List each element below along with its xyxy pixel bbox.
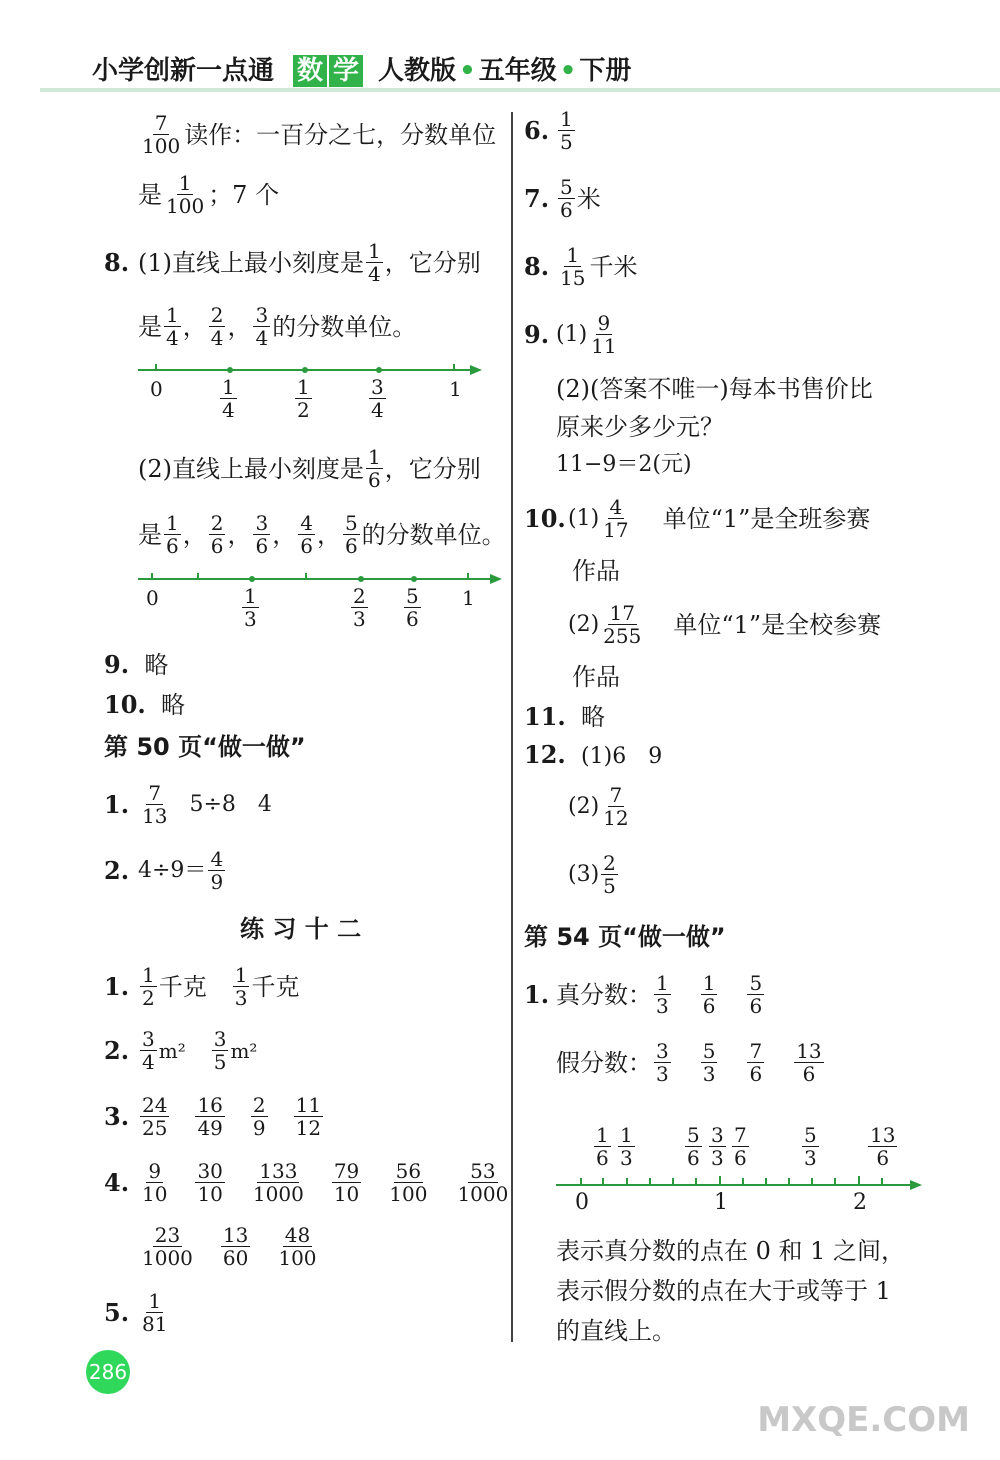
r8-answer: 8. $\frac{1}{15}$ 千米 (524, 243, 638, 290)
axis-fraction: $\frac{1}{6}$ (596, 1123, 609, 1170)
axis-fraction: $\frac{1}{3}$ (620, 1123, 633, 1170)
axis-fraction: $\frac{5}{6}$ (687, 1123, 700, 1170)
q7-continuation: $\frac{7}{100}$ 读作：一百分之七，分数单位 (142, 111, 497, 158)
fraction: $\frac{1}{2}$ (142, 963, 155, 1010)
e1-answer: 1. $\frac{1}{2}$ 千克 $\frac{1}{3}$ 千克 (104, 963, 300, 1010)
fraction: $\frac{79}{10}$ (333, 1159, 360, 1206)
section-title-p50: 第 50 页“做一做” (104, 733, 306, 761)
r11-answer: 11. 略 (524, 702, 606, 731)
e4-answer-row2 (138, 1224, 321, 1269)
axis-fraction: $\frac{3}{4}$ (371, 375, 384, 422)
fraction: $\frac{1}{15}$ (560, 243, 586, 290)
e5-answer: 5. $\frac{1}{81}$ (104, 1289, 168, 1336)
axis-fraction: $\frac{2}{3}$ (353, 584, 366, 631)
fraction: $\frac{1}{4}$ (166, 303, 179, 350)
r9-part2-line2: 原来少多少元？ (556, 413, 724, 441)
q8-part2-units: 是 $\frac{1}{6}$ ， $\frac{2}{6}$ ， $\frac{3}{6}$ ， $\frac{4}{6}$ ， $\frac{5}{6}$ 的分数单位。 (138, 511, 506, 558)
fraction: $\frac{1}{100}$ (166, 171, 205, 218)
fraction: $\frac{1}{6}$ (166, 511, 179, 558)
s1-proper: 1. 真分数： $\frac{1}{3}$ $\frac{1}{6}$ $\frac{5}{6}$ (524, 971, 763, 1018)
fraction: $\frac{13}{60}$ (222, 1223, 249, 1270)
fraction: $\frac{4}{9}$ (210, 847, 224, 894)
axis-fraction: $\frac{7}{6}$ (734, 1123, 747, 1170)
dot-separator: • (559, 56, 577, 86)
series-title: 小学创新一点通 (92, 56, 275, 86)
fraction: $\frac{4}{17}$ (603, 495, 629, 542)
fraction: $\frac{2}{9}$ (252, 1093, 266, 1140)
page-header (92, 54, 631, 88)
axis-fraction: $\frac{1}{3}$ (244, 584, 257, 631)
fraction: $\frac{1}{6}$ (702, 971, 716, 1018)
s1-improper: 假分数： $\frac{3}{3}$ $\frac{5}{3}$ $\frac{7}{6}$ $\frac{13}{6}$ (556, 1039, 822, 1086)
r9-part2-line3: 11−9＝2(元) (556, 452, 692, 477)
fraction: $\frac{3}{4}$ (255, 303, 269, 350)
question-label: 8. (104, 248, 130, 277)
s1-note-line1: 表示真分数的点在 0 和 1 之间， (556, 1237, 906, 1265)
fraction: $\frac{1}{5}$ (560, 107, 573, 154)
watermark: MXQE.COM (757, 1400, 970, 1440)
r7-answer: 7. $\frac{5}{6}$ 米 (524, 175, 601, 222)
fraction: $\frac{1}{6}$ (368, 445, 381, 492)
subject-badge: 数 学 (292, 54, 364, 88)
axis-label: 0 (150, 377, 163, 401)
fraction: $\frac{17}{255}$ (603, 601, 642, 648)
q7-unit-line: 是 $\frac{1}{100}$ ；7 个 (138, 171, 280, 218)
fraction: $\frac{133}{1000}$ (252, 1159, 304, 1206)
fraction: $\frac{3}{3}$ (656, 1039, 669, 1086)
fraction: $\frac{5}{6}$ (749, 971, 763, 1018)
d2-answer: 2. 4÷9＝ $\frac{4}{9}$ (104, 847, 224, 894)
fraction: $\frac{11}{12}$ (295, 1093, 322, 1140)
q8-part2: (2)直线上最小刻度是 $\frac{1}{6}$ ，它分别 (138, 445, 481, 492)
fraction: $\frac{7}{100}$ (142, 111, 181, 158)
axis-fraction: $\frac{1}{4}$ (222, 375, 235, 422)
e3-answer: 3. $\frac{24}{25}$ $\frac{16}{49}$ $\frac{2}{9}$ $\frac{11}{12}$ (104, 1093, 322, 1140)
axis-tick-label: 1 (714, 1190, 728, 1215)
r6-answer: 6. $\frac{1}{5}$ (524, 107, 573, 154)
dot-separator: • (459, 56, 476, 86)
r12-part2: (2) $\frac{7}{12}$ (568, 783, 629, 830)
question-q10: 10. 略 (104, 690, 186, 719)
fraction: $\frac{5}{6}$ (344, 511, 358, 558)
r10-part2-tail: 作品 (572, 663, 620, 691)
r9-part2-line1: (2)(答案不唯一)每本书售价比 (556, 375, 873, 403)
volume: 下册 (579, 56, 632, 86)
r12-part3: (3) $\frac{2}{5}$ (568, 851, 616, 898)
fraction: $\frac{16}{49}$ (197, 1093, 223, 1140)
page-number-badge: 286 (86, 1350, 130, 1394)
axis-label: 0 (146, 586, 159, 610)
r10-part1: 10. (1) $\frac{4}{17}$ 单位“1”是全班参赛 (524, 495, 871, 542)
axis-label: 1 (462, 586, 475, 610)
d1-answer: 1. $\frac{7}{13}$ 5÷8 4 (104, 781, 272, 828)
axis-fraction: $\frac{1}{2}$ (297, 375, 310, 422)
s1-note-line3: 的直线上。 (556, 1317, 676, 1345)
q8-part1: (1)直线上最小刻度是 $\frac{1}{4}$ ，它分别 (138, 239, 481, 286)
fraction: $\frac{9}{11}$ (591, 311, 617, 358)
exercise-title: 练 习 十 二 (240, 915, 362, 943)
column-divider (511, 112, 513, 1342)
fraction: $\frac{13}{6}$ (796, 1039, 822, 1086)
e2-answer: 2. $\frac{3}{4}$ m² $\frac{3}{5}$ m² (104, 1027, 258, 1074)
s1-note-line2: 表示假分数的点在大于或等于 1 (556, 1277, 891, 1305)
grade: 五年级 (478, 56, 557, 86)
fraction: $\frac{4}{6}$ (300, 511, 313, 558)
r9-part1: 9. (1) $\frac{9}{11}$ (524, 311, 617, 358)
fraction: $\frac{1}{3}$ (656, 971, 669, 1018)
question-q9: 9. 略 (104, 650, 169, 679)
fraction: $\frac{1}{3}$ (234, 963, 248, 1010)
fraction: $\frac{3}{4}$ (142, 1027, 155, 1074)
fraction: $\frac{7}{6}$ (749, 1039, 763, 1086)
r10-part1-tail: 作品 (572, 557, 620, 585)
r10-part2: (2) $\frac{17}{255}$ 单位“1”是全校参赛 (568, 601, 882, 648)
axis-fraction: $\frac{5}{3}$ (804, 1123, 817, 1170)
fraction: $\frac{53}{1000}$ (457, 1159, 509, 1206)
fraction: $\frac{3}{5}$ (213, 1027, 227, 1074)
fraction: $\frac{23}{1000}$ (142, 1223, 193, 1270)
fraction: $\frac{24}{25}$ (142, 1093, 168, 1140)
e4-answer-row1: 4. $\frac{9}{10}$ $\frac{30}{10}$ $\frac{133}{1000}$ $\frac{79}{10}$ $\frac{56}{100}$ $\frac{53}{1000}$ (104, 1159, 509, 1206)
axis-tick-label: 2 (853, 1190, 867, 1215)
fraction: $\frac{48}{100}$ (278, 1223, 317, 1270)
fraction: $\frac{30}{10}$ (197, 1159, 223, 1206)
fraction: $\frac{2}{6}$ (210, 511, 224, 558)
axis-label: 1 (449, 377, 462, 401)
fraction: $\frac{9}{10}$ (142, 1159, 168, 1206)
fraction: $\frac{1}{81}$ (142, 1289, 168, 1336)
fraction: $\frac{2}{5}$ (603, 851, 616, 898)
fraction: $\frac{3}{6}$ (255, 511, 269, 558)
axis-fraction: $\frac{3}{3}$ (711, 1123, 724, 1170)
axis-tick-label: 0 (575, 1190, 589, 1215)
axis-fraction: $\frac{13}{6}$ (870, 1123, 896, 1170)
fraction: $\frac{5}{3}$ (702, 1039, 716, 1086)
fraction: $\frac{7}{13}$ (142, 781, 168, 828)
axis-fraction: $\frac{5}{6}$ (406, 584, 419, 631)
section-title-p54: 第 54 页“做一做” (524, 923, 726, 951)
header-divider (40, 88, 1000, 92)
fraction: $\frac{5}{6}$ (560, 175, 573, 222)
fraction: $\frac{1}{4}$ (368, 239, 381, 286)
fraction: $\frac{2}{4}$ (210, 303, 224, 350)
q8-part1-units: 是 $\frac{1}{4}$ ， $\frac{2}{4}$ ， $\frac{3}{4}$ 的分数单位。 (138, 303, 417, 350)
fraction: $\frac{7}{12}$ (603, 783, 629, 830)
r12-part1: 12. (1)6 9 (524, 740, 663, 769)
fraction: $\frac{56}{100}$ (389, 1159, 428, 1206)
edition: 人教版 (378, 56, 457, 86)
